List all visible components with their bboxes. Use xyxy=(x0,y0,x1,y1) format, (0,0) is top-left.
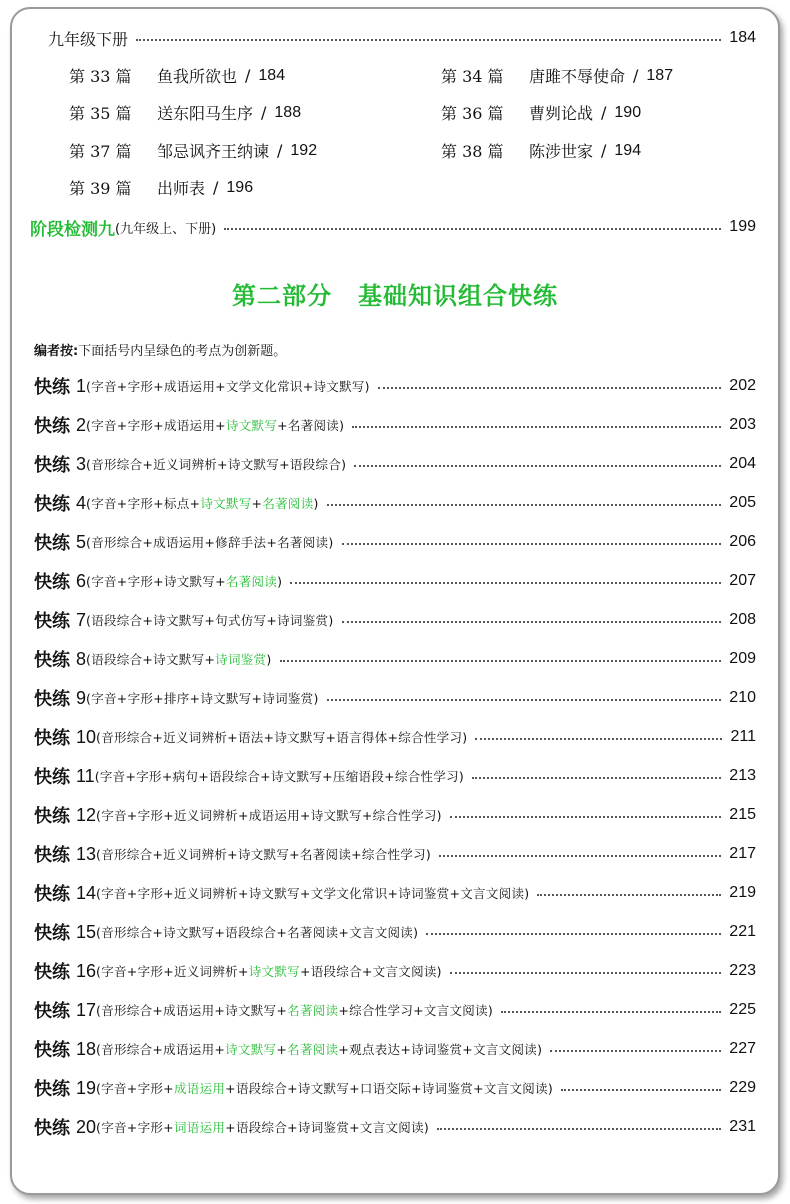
exercise-label: 快练 xyxy=(34,1079,70,1100)
exercise-page: 203 xyxy=(729,416,756,433)
topic-text: (音形综合+诗文默写+语段综合+名著阅读+文言文阅读) xyxy=(96,925,419,940)
toc-article[interactable]: 第 33 篇 鱼我所欲也 / 184 xyxy=(69,66,286,86)
topic-text: (字音+字形+病句+语段综合+诗文默写+压缩语段+综合性学习) xyxy=(94,769,465,784)
exercise-topics xyxy=(96,1040,542,1058)
exercise-row[interactable] xyxy=(0,1034,790,1064)
exercise-row[interactable] xyxy=(0,956,790,986)
exercise-label: 快练 xyxy=(34,806,70,827)
exercise-topics xyxy=(86,689,319,707)
topic-text: (字音+字形+近义词辨析+ xyxy=(96,964,249,979)
stage-test-title: 阶段检测九 xyxy=(30,219,115,240)
exercise-topics xyxy=(96,1079,553,1097)
exercise-label: 快练 xyxy=(34,572,70,593)
exercise-label: 快练 xyxy=(34,845,70,866)
part-title-b: 基础知识组合快练 xyxy=(358,281,558,310)
article-page: 192 xyxy=(290,141,318,159)
exercise-row[interactable] xyxy=(0,605,790,635)
exercise-page: 207 xyxy=(729,572,756,589)
exercise-label: 快练 xyxy=(34,884,70,905)
exercise-page: 215 xyxy=(729,806,756,823)
exercise-topics xyxy=(86,572,282,590)
toc-article[interactable]: 第 37 篇 邹忌讽齐王纳谏 / 192 xyxy=(69,141,318,161)
exercise-topics xyxy=(86,455,346,473)
exercise-page: 219 xyxy=(729,884,756,901)
exercise-row[interactable] xyxy=(0,761,790,791)
dot-leader xyxy=(439,855,721,857)
exercise-row[interactable] xyxy=(0,410,790,440)
article-page: 196 xyxy=(226,178,254,196)
exercise-row[interactable] xyxy=(0,488,790,518)
innovative-topic: 名著阅读 xyxy=(225,574,278,589)
exercise-page: 210 xyxy=(729,689,756,706)
exercise-label: 快练 xyxy=(34,767,70,788)
dot-leader xyxy=(280,660,722,662)
dot-leader xyxy=(437,1128,721,1130)
exercise-label: 快练 xyxy=(34,494,70,515)
topic-text: +语段综合+诗文默写+口语交际+诗词鉴赏+文言文阅读) xyxy=(225,1081,554,1096)
topic-text: +语段综合+文言文阅读) xyxy=(299,964,442,979)
innovative-topic: 名著阅读 xyxy=(287,1042,339,1057)
toc-article[interactable]: 第 34 篇 唐雎不辱使命 / 187 xyxy=(441,66,674,86)
article-title: 送东阳马生序 xyxy=(157,104,254,123)
exercise-topics xyxy=(95,767,464,785)
dot-leader xyxy=(501,1011,721,1013)
exercise-topics xyxy=(86,611,333,629)
exercise-topics xyxy=(86,416,344,434)
toc-stage-test-row[interactable] xyxy=(0,212,790,242)
exercise-page: 204 xyxy=(729,455,756,472)
part-title-a: 第二部分 xyxy=(232,281,332,310)
editor-note xyxy=(34,340,286,359)
dot-leader xyxy=(136,39,721,41)
topic-text: (语段综合+诗文默写+ xyxy=(86,652,216,667)
topic-text: ) xyxy=(313,496,319,511)
exercise-topics xyxy=(96,884,529,902)
exercise-number: 8 xyxy=(76,648,87,669)
topic-text: + xyxy=(251,496,263,511)
topic-text: (字音+字形+成语运用+文学文化常识+诗文默写) xyxy=(86,379,370,394)
exercise-number: 17 xyxy=(76,999,97,1020)
exercise-row[interactable] xyxy=(0,683,790,713)
article-num: 第 37 篇 xyxy=(69,142,132,161)
dot-leader xyxy=(354,465,721,467)
exercise-row[interactable] xyxy=(0,722,790,752)
dot-leader xyxy=(327,504,722,506)
article-num: 第 35 篇 xyxy=(69,104,132,123)
exercise-number: 14 xyxy=(76,882,97,903)
exercise-page: 202 xyxy=(729,377,756,394)
topic-text: + xyxy=(276,1042,288,1057)
exercise-page: 229 xyxy=(729,1079,756,1096)
article-num: 第 34 篇 xyxy=(441,67,504,86)
exercise-row[interactable] xyxy=(0,1073,790,1103)
article-page: 184 xyxy=(258,66,286,84)
exercise-row[interactable] xyxy=(0,449,790,479)
innovative-topic: 成语运用 xyxy=(173,1081,226,1096)
exercise-number: 11 xyxy=(76,765,95,786)
topic-text: +观点表达+诗词鉴赏+文言文阅读) xyxy=(338,1042,543,1057)
exercise-page: 205 xyxy=(729,494,756,511)
innovative-topic: 名著阅读 xyxy=(262,496,314,511)
topic-text: (字音+字形+诗文默写+ xyxy=(86,574,226,589)
dot-leader xyxy=(378,387,721,389)
exercise-topics xyxy=(86,377,370,395)
topic-text: (音形综合+成语运用+诗文默写+ xyxy=(96,1003,288,1018)
exercise-label: 快练 xyxy=(34,455,70,476)
topic-text: +综合性学习+文言文阅读) xyxy=(338,1003,494,1018)
exercise-label: 快练 xyxy=(34,650,70,671)
topic-text: (字音+字形+近义词辨析+成语运用+诗文默写+综合性学习) xyxy=(96,808,442,823)
dot-leader xyxy=(472,777,721,779)
exercise-label: 快练 xyxy=(34,923,70,944)
exercise-topics xyxy=(96,845,431,863)
topic-text: (音形综合+近义词辨析+语法+诗文默写+语言得体+综合性学习) xyxy=(96,730,468,745)
exercise-row[interactable] xyxy=(0,371,790,401)
exercise-row[interactable] xyxy=(0,566,790,596)
exercise-page: 208 xyxy=(729,611,756,628)
dot-leader xyxy=(450,972,721,974)
topic-text: (字音+字形+排序+诗文默写+诗词鉴赏) xyxy=(86,691,319,706)
exercise-row[interactable] xyxy=(0,995,790,1025)
exercise-row[interactable] xyxy=(0,644,790,674)
innovative-topic: 词语运用 xyxy=(173,1120,226,1135)
dot-leader xyxy=(352,426,721,428)
exercise-number: 18 xyxy=(76,1038,97,1059)
exercise-row[interactable] xyxy=(0,800,790,830)
innovative-topic: 诗文默写 xyxy=(225,1042,277,1057)
exercise-number: 6 xyxy=(76,570,87,591)
exercise-page: 209 xyxy=(729,650,756,667)
article-title: 陈涉世家 xyxy=(529,142,594,161)
exercise-number: 7 xyxy=(76,609,87,630)
exercise-page: 227 xyxy=(729,1040,756,1057)
exercise-page: 217 xyxy=(729,845,756,862)
section-page: 184 xyxy=(729,29,756,46)
topic-text: (字音+字形+ xyxy=(96,1081,174,1096)
exercise-page: 225 xyxy=(729,1001,756,1018)
exercise-row[interactable] xyxy=(0,839,790,869)
article-page: 190 xyxy=(614,103,642,121)
exercise-label: 快练 xyxy=(34,377,70,398)
article-num: 第 39 篇 xyxy=(69,179,132,198)
exercise-number: 12 xyxy=(76,804,97,825)
article-title: 曹刿论战 xyxy=(529,104,594,123)
exercise-page: 206 xyxy=(729,533,756,550)
exercise-number: 9 xyxy=(76,687,87,708)
exercise-label: 快练 xyxy=(34,962,70,983)
article-num: 第 38 篇 xyxy=(441,142,504,161)
exercise-number: 19 xyxy=(76,1077,97,1098)
article-title: 鱼我所欲也 xyxy=(157,67,238,86)
topic-text: (语段综合+诗文默写+句式仿写+诗词鉴赏) xyxy=(86,613,334,628)
exercise-row[interactable] xyxy=(0,1112,790,1142)
exercise-page: 221 xyxy=(729,923,756,940)
topic-text: (音形综合+成语运用+ xyxy=(96,1042,226,1057)
exercise-number: 10 xyxy=(76,726,97,747)
innovative-topic: 诗词鉴赏 xyxy=(215,652,267,667)
section-title: 九年级下册 xyxy=(48,29,129,49)
dot-leader xyxy=(327,699,722,701)
exercise-row[interactable] xyxy=(0,917,790,947)
exercise-label: 快练 xyxy=(34,1118,70,1139)
stage-test-sub: (九年级上、下册) xyxy=(115,221,217,237)
dot-leader xyxy=(224,228,721,230)
toc-article[interactable]: 第 36 篇 曹刿论战 / 190 xyxy=(441,103,642,123)
dot-leader xyxy=(342,543,722,545)
dot-leader xyxy=(475,738,722,740)
dot-leader xyxy=(426,933,721,935)
exercise-row[interactable] xyxy=(0,527,790,557)
exercise-number: 1 xyxy=(76,375,87,396)
toc-article[interactable]: 第 39 篇 出师表 / 196 xyxy=(69,178,254,198)
dot-leader xyxy=(537,894,721,896)
exercise-label: 快练 xyxy=(34,689,70,710)
exercise-topics xyxy=(96,962,442,980)
article-page: 188 xyxy=(274,103,302,121)
exercise-label: 快练 xyxy=(34,1040,70,1061)
article-page: 194 xyxy=(614,141,642,159)
topic-text: (音形综合+近义词辨析+诗文默写+语段综合) xyxy=(86,457,347,472)
exercise-topics xyxy=(96,1001,493,1019)
editor-note-label: 编者按: xyxy=(34,344,79,359)
part-title xyxy=(0,276,790,311)
exercise-label: 快练 xyxy=(34,611,70,632)
article-page: 187 xyxy=(646,66,674,84)
topic-text: (音形综合+成语运用+修辞手法+名著阅读) xyxy=(86,535,334,550)
exercise-number: 13 xyxy=(76,843,97,864)
exercise-number: 16 xyxy=(76,960,97,981)
article-num: 第 36 篇 xyxy=(441,104,504,123)
dot-leader xyxy=(561,1089,721,1091)
article-title: 出师表 xyxy=(157,179,206,198)
toc-section-row[interactable] xyxy=(0,23,790,53)
exercise-topics xyxy=(96,806,442,824)
exercise-number: 15 xyxy=(76,921,97,942)
exercise-label: 快练 xyxy=(34,728,70,749)
topic-text: ) xyxy=(277,574,283,589)
exercise-topics xyxy=(86,650,272,668)
topic-text: (字音+字形+近义词辨析+诗文默写+文学文化常识+诗词鉴赏+文言文阅读) xyxy=(96,886,530,901)
exercise-number: 20 xyxy=(76,1116,97,1137)
exercise-topics xyxy=(96,1118,429,1136)
article-num: 第 33 篇 xyxy=(69,67,132,86)
exercise-topics xyxy=(86,533,333,551)
topic-text: (音形综合+近义词辨析+诗文默写+名著阅读+综合性学习) xyxy=(96,847,432,862)
exercise-row[interactable] xyxy=(0,878,790,908)
exercise-page: 213 xyxy=(729,767,756,784)
exercise-number: 3 xyxy=(76,453,87,474)
exercise-page: 223 xyxy=(729,962,756,979)
topic-text: ) xyxy=(266,652,272,667)
exercise-number: 2 xyxy=(76,414,87,435)
exercise-topics xyxy=(96,923,418,941)
exercise-label: 快练 xyxy=(34,416,70,437)
toc-article[interactable]: 第 38 篇 陈涉世家 / 194 xyxy=(441,141,642,161)
article-title: 唐雎不辱使命 xyxy=(529,67,626,86)
topic-text: (字音+字形+成语运用+ xyxy=(86,418,226,433)
topic-text: (字音+字形+标点+ xyxy=(86,496,201,511)
exercise-label: 快练 xyxy=(34,1001,70,1022)
dot-leader xyxy=(342,621,722,623)
topic-text: +语段综合+诗词鉴赏+文言文阅读) xyxy=(225,1120,430,1135)
topic-text: (字音+字形+ xyxy=(96,1120,174,1135)
dot-leader xyxy=(290,582,721,584)
innovative-topic: 诗文默写 xyxy=(200,496,252,511)
exercise-topics xyxy=(86,494,319,512)
dot-leader xyxy=(550,1050,721,1052)
article-title: 邹忌讽齐王纳谏 xyxy=(157,142,270,161)
stage-test-page: 199 xyxy=(729,218,756,235)
exercise-page: 231 xyxy=(729,1118,756,1135)
topic-text: +名著阅读) xyxy=(277,418,345,433)
innovative-topic: 名著阅读 xyxy=(287,1003,339,1018)
exercise-label: 快练 xyxy=(34,533,70,554)
exercise-number: 5 xyxy=(76,531,87,552)
dot-leader xyxy=(450,816,721,818)
exercise-number: 4 xyxy=(76,492,87,513)
exercise-topics xyxy=(96,728,467,746)
editor-note-text: 下面括号内呈绿色的考点为创新题。 xyxy=(78,344,287,359)
innovative-topic: 诗文默写 xyxy=(225,418,278,433)
exercise-page: 211 xyxy=(730,728,756,745)
innovative-topic: 诗文默写 xyxy=(248,964,300,979)
toc-article[interactable]: 第 35 篇 送东阳马生序 / 188 xyxy=(69,103,302,123)
